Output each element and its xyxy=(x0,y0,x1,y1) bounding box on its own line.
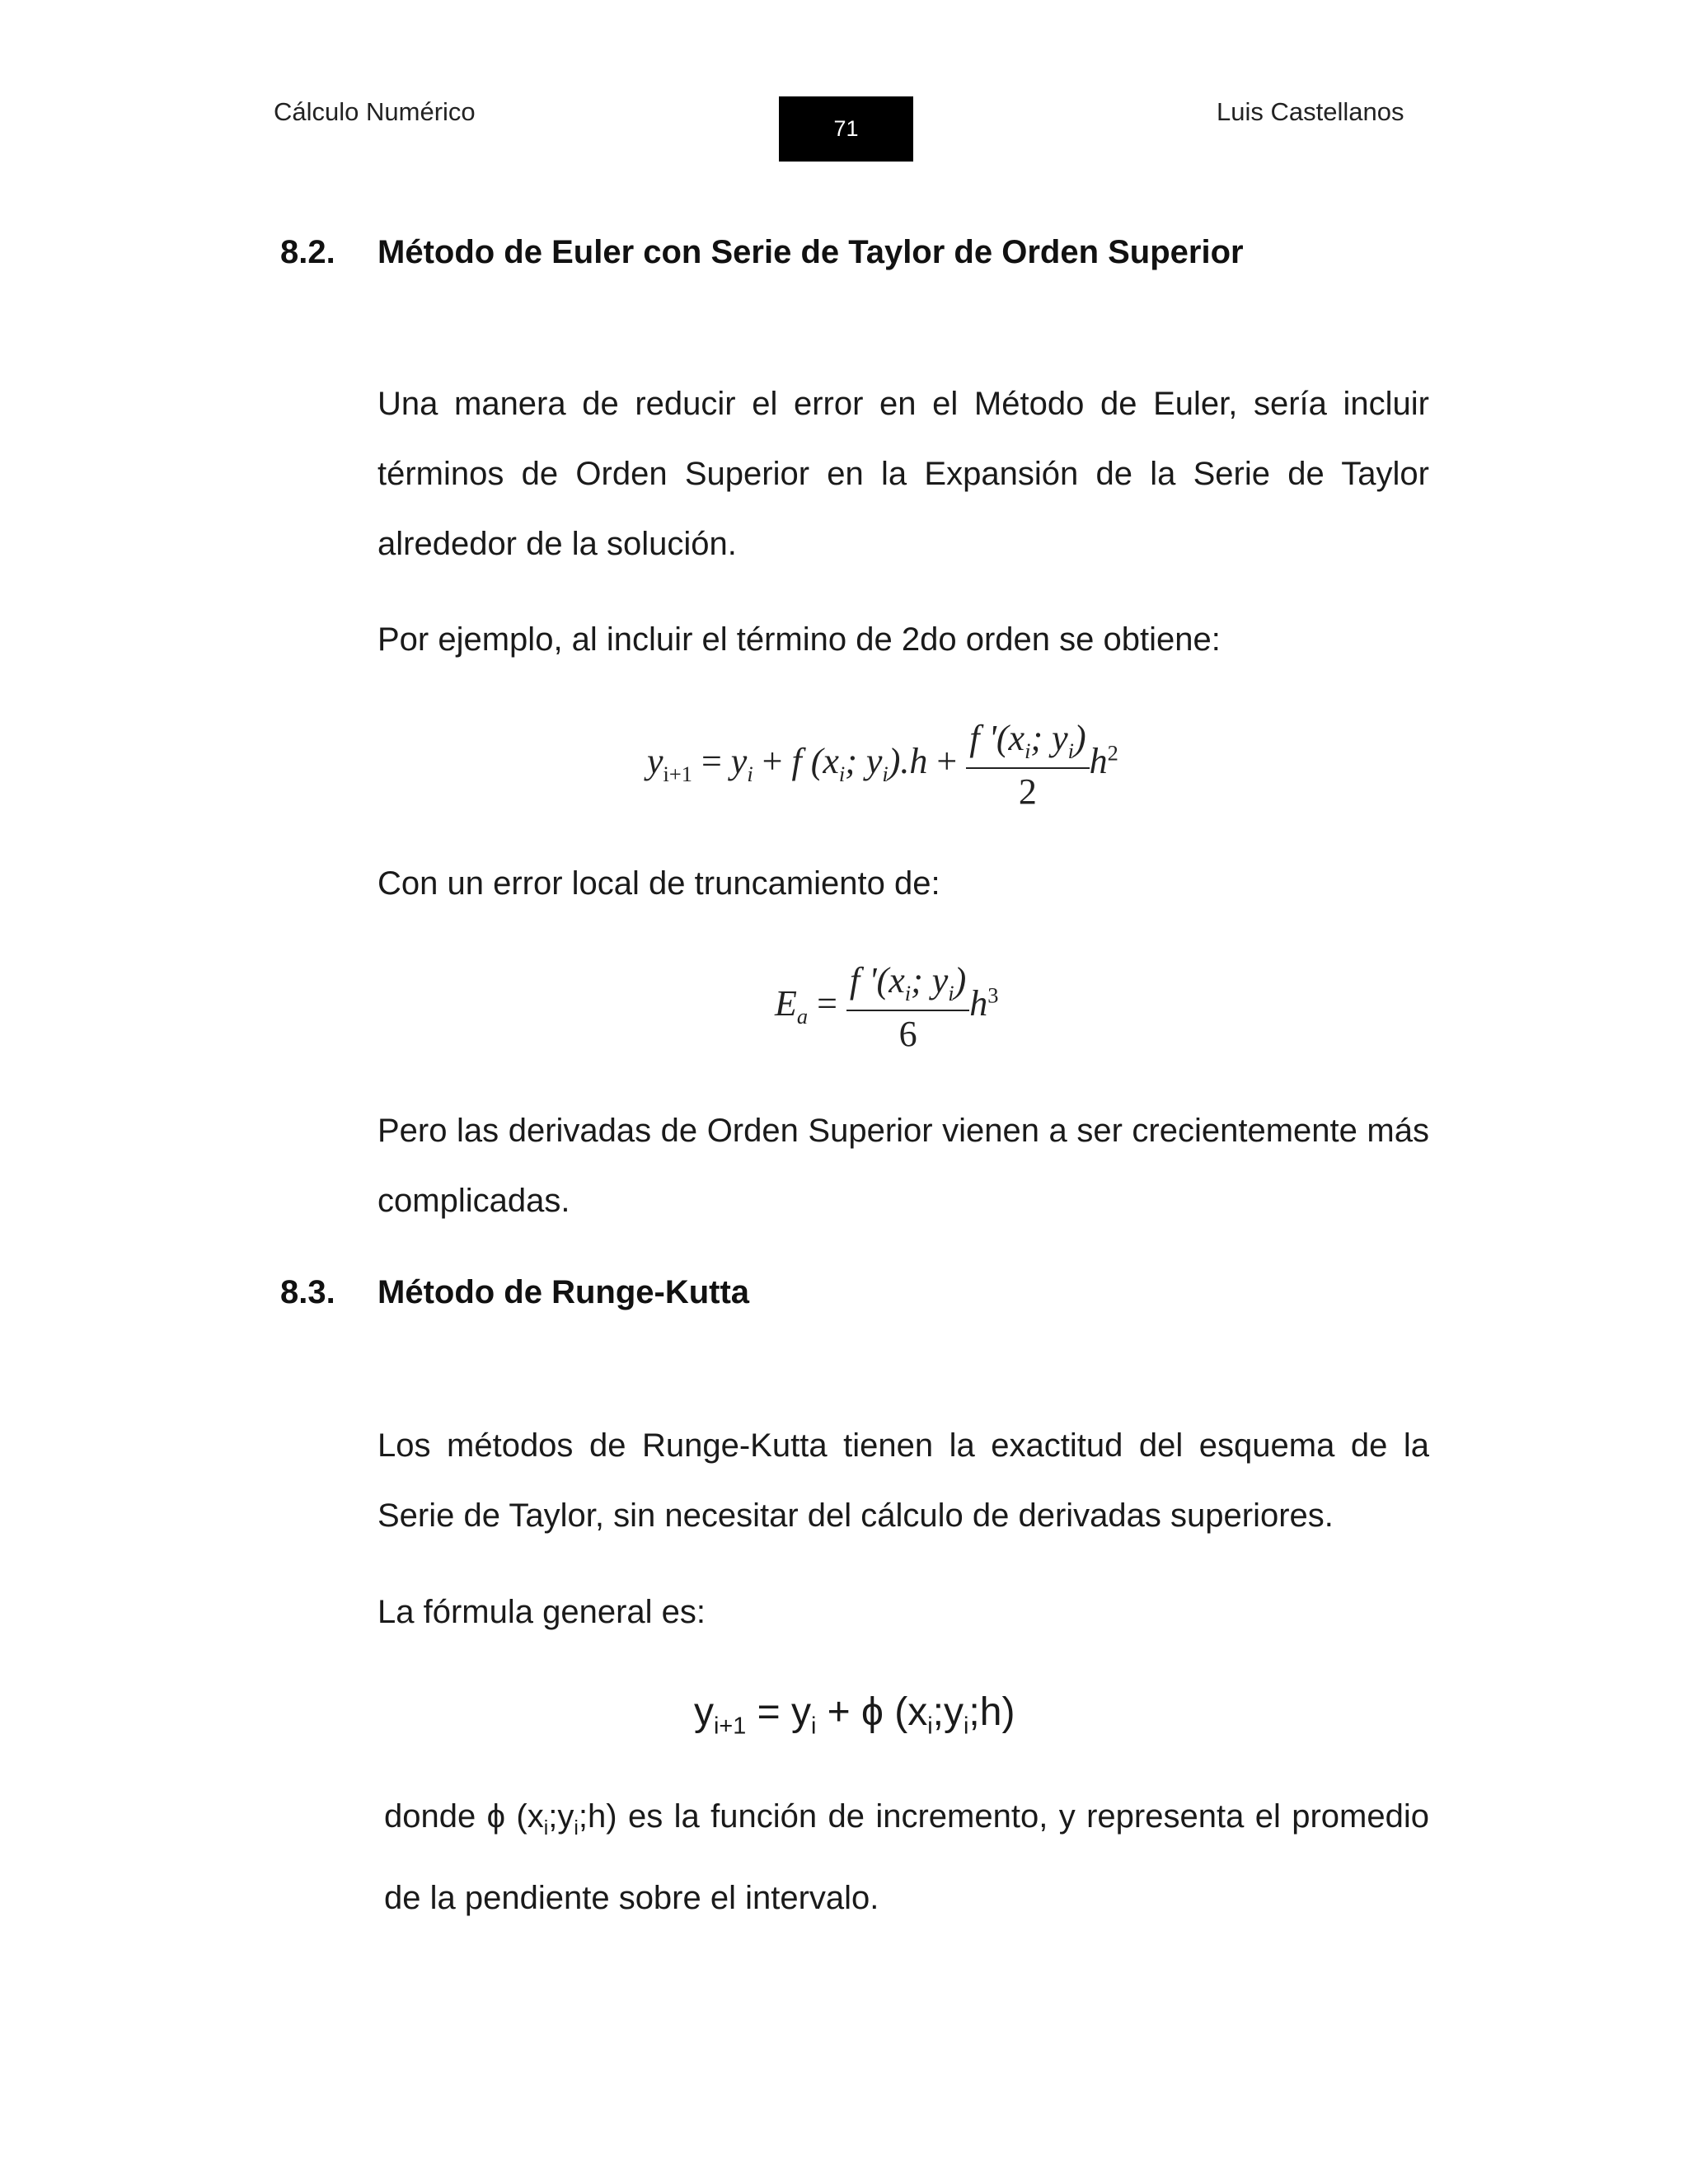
paragraph-general-formula: La fórmula general es: xyxy=(377,1594,706,1630)
page-number-box xyxy=(779,96,913,162)
section-title: Método de Euler con Serie de Taylor de Orden Superior xyxy=(377,234,1244,270)
paragraph-example: Por ejemplo, al incluir el término de 2do orden se obtiene: xyxy=(377,621,1221,658)
paragraph-higher-derivatives: Pero las derivadas de Orden Superior vienen a ser crecientemente más complicadas. xyxy=(377,1113,1429,1219)
page-number: 71 xyxy=(833,116,859,141)
paragraph-increment-function: donde ϕ $(x_i;y_i;h)$ es la función de incremento, y representa el promedio de la pendiente sobre el intervalo. xyxy=(384,1798,1429,1916)
header-author: Luis Castellanos xyxy=(1217,97,1404,126)
equation-local-error: $E_a$ = $\frac{f '(x_i; y_i)}{6}$ $h^3$ xyxy=(775,960,999,1054)
paragraph-euler-intro: Una manera de reducir el error en el Método de Euler, sería incluir términos de Orden Superior en la Expansión de la Serie de Taylor alrededor de la solución. xyxy=(377,386,1429,562)
section-number: 8.3. xyxy=(280,1274,335,1310)
header-left-title: Cálculo Numérico xyxy=(274,97,476,126)
equation-runge-kutta-general: $y_{i+1} = y_i + \phi$ $(x_i;y_i;h)$ xyxy=(694,1690,1015,1740)
section-number: 8.2. xyxy=(280,234,335,270)
section-title: Método de Runge-Kutta xyxy=(377,1274,750,1310)
paragraph-truncation-error: Con un error local de truncamiento de: xyxy=(377,865,940,902)
equation-fraction: $\frac{f '(x_i; y_i)}{6}$ xyxy=(846,959,969,1055)
equation-fraction: $\frac{f '(x_i; y_i)}{2}$ xyxy=(966,717,1089,813)
paragraph-runge-kutta-intro: Los métodos de Runge-Kutta tienen la exactitud del esquema de la Serie de Taylor, sin necesitar del cálculo de derivadas superiores. xyxy=(377,1427,1429,1534)
equation-taylor-second-order: $y_{i+1} = y_i + f$ ($x_i$; $y_i).h$ + $\frac{f '(x_i; y_i)}{2}$ $h^2$ xyxy=(647,718,1118,812)
